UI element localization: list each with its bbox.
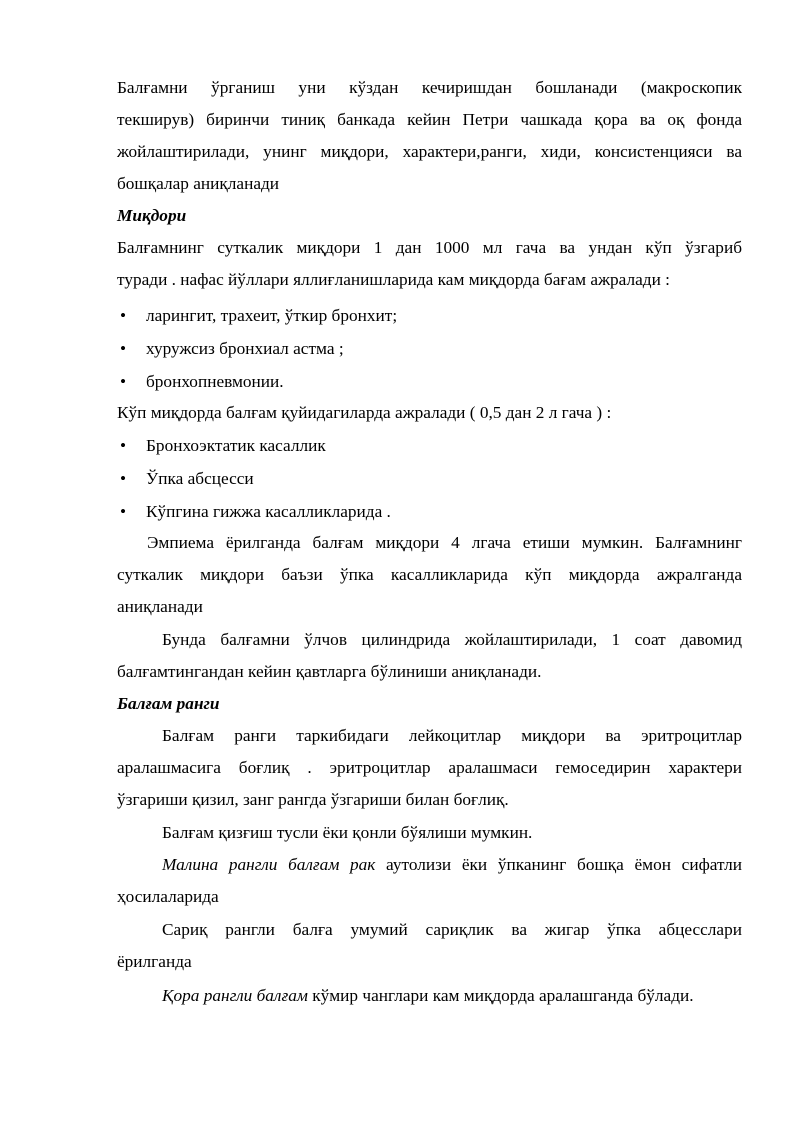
text-line: Малина рангли балғам рак аутолизи ёки ўпканинг бошқа ёмон сифатли [162,855,742,874]
document-page: Балғамни ўрганиш уни кўздан кечиришдан бошланади (макроскопик текширув) биринчи тиниқ банкада кейин Петри чашкада қора ва оқ фонда жойлаштирилади, унинг миқдори, характери,ранги, хиди, консистенцияси ва бошқалар аниқланади Миқдори Балғамнинг суткалик миқдори 1 дан 1000 мл гача ва ундан кўп ўзгариб туради . нафас йўллари яллиғланишларида кам миқдорда бағам ажралади : • ларингит, трахеит, ўткир бронхит; • хуружсиз бронхиал астма ; • бронхопневмонии. Кўп миқдорда балғам қуйидагиларда ажралади ( 0,5 дан 2 л гача ) : • Бронхоэктатик касаллик • Ўпка абсцесси • Кўпгина гижжа касалликларида . Эмпиема ёрилганда балғам миқдори 4 лгача етиши мумкин. Балғамнинг суткалик миқдори баъзи ўпка касалликларида кўп миқдорда ажралганда аниқланади Бунда балғамни ўлчов цилиндрида жойлаштирилади, 1 соат давомид балғамтингандан кейин қавтларга бўлиниши аниқланади. Балғам ранги Балғам ранги таркибидаги лейкоцитлар миқдори ва эритроцитлар аралашмасига боғлиқ . эритроцитлар аралашмаси гемоседирин характери ўзгариши қизил, занг рангда ўзгариши билан боғлиқ. Балғам қизғиш тусли ёки қонли бўялиши мумкин. Малина рангли балғам рак аутолизи ёки ўпканинг бошқа ёмон сифатли ҳосилаларида Сариқ рангли балға умумий сариқлик ва жигар ўпка абцесслари ёрилганда Қора рангли балғам кўмир чанглари кам миқдорда аралашганда бўлади. [0,0,800,1131]
text-line: аниқланади [117,597,203,616]
paragraph-raspberry [117,849,742,913]
text-line: Сариқ рангли балға умумий сариқлик ва жигар ўпка абцесслари [162,920,742,939]
bullet-icon: • [119,502,127,521]
text-line: жойлаштирилади, унинг миқдори, характери,ранги, хиди, консистенцияси ва [117,142,742,161]
paragraph-black [117,980,742,1012]
paragraph-empyema [117,527,742,623]
bullet-icon: • [119,469,127,488]
bullet-icon: • [119,339,127,358]
paragraph-reddish: Балғам қизғиш тусли ёки қонли бўялиши мумкин. [162,823,533,842]
paragraph-color [117,720,742,816]
text-line: Қора рангли балғам кўмир чанглари кам миқдорда аралашганда бўлади. [162,986,694,1005]
text-line: ёрилганда [117,952,192,971]
text-line: Эмпиема ёрилганда балғам миқдори 4 лгача етиши мумкин. Балғамнинг [147,533,742,552]
text-line: аралашмасига боғлиқ . эритроцитлар аралашмаси гемоседирин характери [117,758,742,777]
paragraph-amount [117,232,742,296]
text-line: Балғамнинг суткалик миқдори 1 дан 1000 мл гача ва ундан кўп ўзгариб [117,238,742,257]
emphasis-text: Қора рангли балғам [162,986,308,1005]
paragraph-cylinder [117,624,742,688]
paragraph-yellow [117,914,742,978]
text-line: туради . нафас йўллари яллиғланишларида кам миқдорда бағам ажралади : [117,270,670,289]
text-line: ҳосилаларида [117,887,219,906]
bullet-icon: • [119,436,127,455]
text-line: текширув) биринчи тиниқ банкада кейин Петри чашкада қора ва оқ фонда [117,110,742,129]
text-line: бошқалар аниқланади [117,174,280,193]
text-line: Бунда балғамни ўлчов цилиндрида жойлаштирилади, 1 соат давомид [162,630,742,649]
text-line: ўзгариши қизил, занг рангда ўзгариши билан боғлиқ. [117,790,509,809]
emphasis-text: Малина рангли балғам рак [162,855,376,874]
heading-color: Балғам ранги [117,694,220,713]
text-line: Балғамни ўрганиш уни кўздан кечиришдан бошланади (макроскопик [117,78,742,97]
paragraph-large-amount: Кўп миқдорда балғам қуйидагиларда ажралади ( 0,5 дан 2 л гача ) : [117,403,612,422]
heading-amount: Миқдори [117,206,187,225]
bullet-icon: • [119,306,127,325]
bullet-icon: • [119,372,127,391]
text-line: суткалик миқдори баъзи ўпка касалликларида кўп миқдорда ажралганда [117,565,742,584]
text-line: балғамтингандан кейин қавтларга бўлиниши аниқланади. [117,662,542,681]
text-line: Балғам ранги таркибидаги лейкоцитлар миқдори ва эритроцитлар [162,726,742,745]
paragraph-intro [117,72,742,200]
